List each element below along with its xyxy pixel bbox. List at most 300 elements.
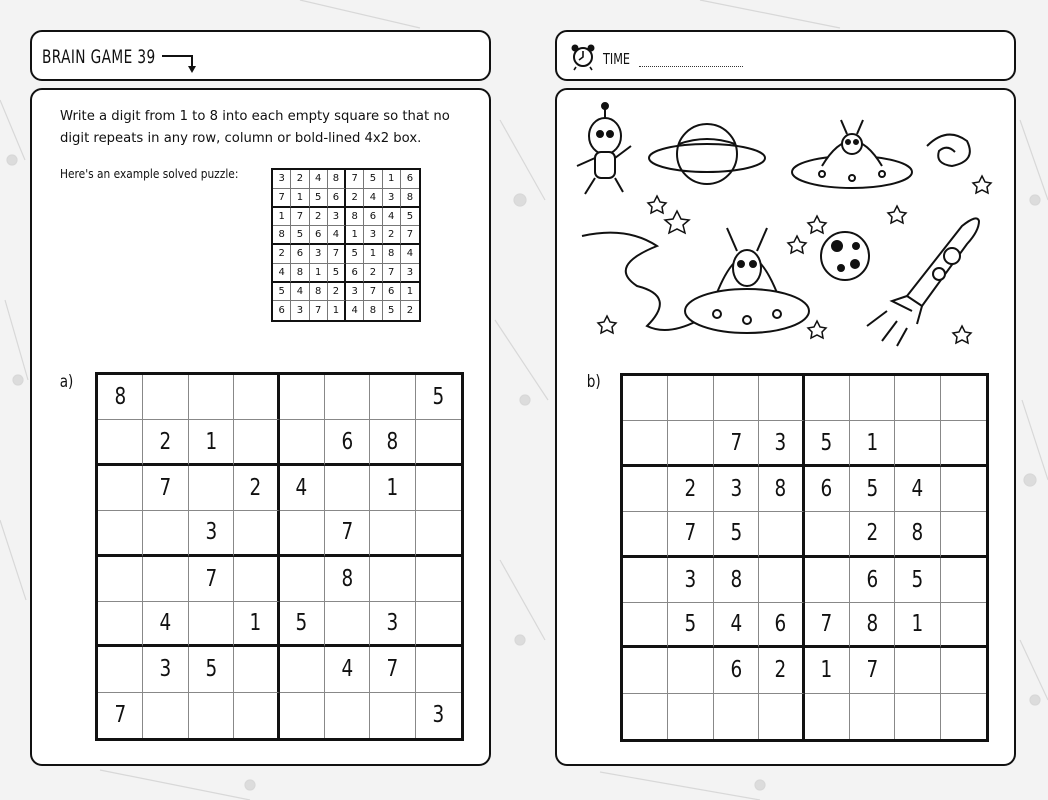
example-cell (383, 226, 401, 245)
puzzle-cell (895, 603, 940, 648)
puzzle-cell (850, 512, 895, 557)
puzzle-cell[interactable] (98, 602, 143, 647)
example-cell (401, 189, 419, 208)
cell-digit: 2 (774, 657, 787, 684)
example-cell (346, 226, 364, 245)
cell-digit: 6 (866, 566, 878, 593)
example-cell (310, 301, 328, 320)
cell-digit: 4 (278, 266, 285, 278)
puzzle-cell[interactable] (189, 693, 234, 738)
cell-digit: 7 (820, 611, 833, 638)
puzzle-cell[interactable] (623, 512, 668, 557)
cell-digit: 5 (866, 475, 878, 502)
example-cell (401, 170, 419, 189)
cell-digit: 1 (278, 210, 285, 222)
example-cell (328, 189, 346, 208)
puzzle-cell (714, 512, 759, 557)
game-title: BRAIN GAME 39 (42, 46, 156, 68)
puzzle-cell[interactable] (623, 603, 668, 648)
example-cell (401, 208, 419, 227)
cell-digit: 2 (249, 474, 262, 501)
puzzle-cell (234, 602, 279, 647)
puzzle-cell (189, 557, 234, 602)
cell-digit: 3 (351, 285, 358, 297)
puzzle-cell (759, 648, 804, 693)
example-cell (401, 283, 419, 302)
cell-digit: 1 (296, 191, 304, 203)
cell-digit: 1 (369, 248, 377, 260)
puzzle-cell[interactable] (714, 694, 759, 739)
puzzle-cell[interactable] (895, 421, 940, 466)
example-cell (291, 170, 309, 189)
puzzle-cell (370, 420, 415, 465)
example-cell (273, 170, 291, 189)
cell-digit: 5 (351, 248, 358, 260)
cell-digit: 2 (406, 305, 414, 317)
cell-digit: 5 (820, 429, 833, 456)
cell-digit: 7 (278, 191, 285, 203)
puzzle-cell (805, 421, 850, 466)
example-cell (328, 226, 346, 245)
example-cell (291, 189, 309, 208)
puzzle-cell (98, 375, 143, 420)
arrow-down-right-icon (160, 48, 200, 74)
example-cell (346, 170, 364, 189)
cell-digit: 1 (387, 173, 395, 185)
cell-digit: 2 (159, 428, 172, 455)
puzzle-cell (805, 648, 850, 693)
galaxy-spiral-icon (927, 135, 970, 166)
example-cell (364, 170, 382, 189)
cell-digit: 7 (314, 305, 322, 317)
cell-digit: 4 (387, 210, 395, 222)
cell-digit: 3 (278, 173, 285, 185)
puzzle-cell (668, 603, 713, 648)
cell-digit: 6 (730, 657, 742, 684)
example-cell (328, 283, 346, 302)
puzzle-cell[interactable] (234, 693, 279, 738)
puzzle-cell (416, 693, 461, 738)
cell-digit: 8 (911, 520, 924, 547)
example-cell (273, 264, 291, 283)
cell-digit: 1 (406, 285, 414, 297)
cell-digit: 1 (332, 305, 340, 317)
puzzle-cell[interactable] (416, 466, 461, 511)
puzzle-cell[interactable] (416, 420, 461, 465)
puzzle-cell (370, 466, 415, 511)
puzzle-cell[interactable] (941, 694, 986, 739)
puzzle-cell[interactable] (280, 511, 325, 556)
puzzle-cell[interactable] (325, 602, 370, 647)
puzzle-cell (143, 466, 188, 511)
cell-digit: 5 (730, 520, 742, 547)
puzzle-cell[interactable] (895, 694, 940, 739)
example-cell (328, 245, 346, 264)
puzzle-cell (325, 420, 370, 465)
instructions: Write a digit from 1 to 8 into each empty square so that no digit repeats in any row, column or bold-lined 4x2 box. (60, 109, 450, 146)
time-input-line[interactable] (639, 66, 743, 67)
cell-digit: 5 (684, 611, 697, 638)
example-cell (273, 301, 291, 320)
cell-digit: 4 (159, 610, 172, 637)
example-label: Here's an example solved puzzle: (60, 166, 239, 181)
puzzle-cell[interactable] (325, 466, 370, 511)
cell-digit: 3 (296, 305, 304, 317)
cell-digit: 8 (774, 475, 787, 502)
example-cell (273, 208, 291, 227)
puzzle-cell[interactable] (805, 694, 850, 739)
puzzle-cell[interactable] (805, 512, 850, 557)
puzzle-cell[interactable] (623, 648, 668, 693)
cell-digit: 2 (278, 248, 285, 260)
example-cell (346, 189, 364, 208)
puzzle-cell (668, 558, 713, 603)
cell-digit: 5 (205, 656, 217, 683)
puzzle-cell (850, 603, 895, 648)
puzzle-cell[interactable] (370, 557, 415, 602)
cell-digit: 5 (295, 610, 308, 637)
example-cell (328, 170, 346, 189)
puzzle-cell[interactable] (623, 694, 668, 739)
puzzle-cell (805, 603, 850, 648)
time-label: TIME (603, 50, 631, 68)
cell-digit: 2 (866, 520, 878, 547)
puzzle-cell (416, 375, 461, 420)
puzzle-cell (850, 648, 895, 693)
cell-digit: 7 (332, 248, 340, 260)
puzzle-cell (370, 602, 415, 647)
puzzle-cell[interactable] (325, 693, 370, 738)
puzzle-cell[interactable] (805, 558, 850, 603)
puzzle-cell[interactable] (370, 375, 415, 420)
cell-digit: 7 (387, 266, 395, 278)
cell-digit: 2 (351, 191, 358, 203)
puzzle-cell[interactable] (143, 693, 188, 738)
puzzle-cell[interactable] (941, 603, 986, 648)
puzzle-cell[interactable] (280, 420, 325, 465)
cell-digit: 7 (866, 657, 878, 684)
cell-digit: 3 (369, 229, 377, 241)
puzzle-cell[interactable] (143, 511, 188, 556)
cell-digit: 7 (730, 429, 742, 456)
puzzle-cell[interactable] (98, 420, 143, 465)
puzzle-cell[interactable] (280, 647, 325, 692)
astronaut-icon (577, 103, 631, 194)
puzzle-cell (850, 421, 895, 466)
puzzle-cell[interactable] (623, 467, 668, 512)
puzzle-cell[interactable] (280, 375, 325, 420)
cell-digit: 6 (820, 475, 833, 502)
cell-digit: 5 (332, 266, 340, 278)
puzzle-cell (895, 467, 940, 512)
example-cell (328, 301, 346, 320)
puzzle-cell[interactable] (668, 694, 713, 739)
puzzle-cell[interactable] (759, 512, 804, 557)
example-cell (291, 245, 309, 264)
puzzle-cell (370, 647, 415, 692)
cell-digit: 7 (114, 702, 127, 729)
puzzle-cell (143, 647, 188, 692)
cell-digit: 8 (314, 285, 322, 297)
example-cell (310, 226, 328, 245)
puzzle-b-label: b) (586, 372, 601, 392)
cell-digit: 8 (351, 210, 358, 222)
puzzle-cell[interactable] (143, 557, 188, 602)
example-cell (273, 189, 291, 208)
puzzle-cell (234, 466, 279, 511)
cell-digit: 1 (314, 266, 322, 278)
cell-digit: 8 (406, 191, 414, 203)
right-header (555, 30, 1016, 81)
example-cell (346, 283, 364, 302)
puzzle-cell (280, 602, 325, 647)
cell-digit: 4 (341, 656, 353, 683)
puzzle-cell (714, 467, 759, 512)
example-cell (346, 301, 364, 320)
puzzle-cell (759, 603, 804, 648)
cell-digit: 5 (369, 173, 377, 185)
cell-digit: 3 (332, 210, 340, 222)
puzzle-cell (714, 603, 759, 648)
left-panel (30, 88, 491, 766)
cell-digit: 6 (278, 305, 285, 317)
puzzle-cell[interactable] (370, 693, 415, 738)
left-header (30, 30, 491, 81)
puzzle-cell[interactable] (623, 376, 668, 421)
space-illustration (567, 96, 1007, 366)
alarm-clock-icon (569, 41, 599, 71)
example-cell (273, 245, 291, 264)
cell-digit: 5 (911, 566, 924, 593)
puzzle-cell[interactable] (895, 648, 940, 693)
puzzle-cell[interactable] (98, 466, 143, 511)
cell-digit: 3 (432, 702, 445, 729)
puzzle-cell (189, 647, 234, 692)
example-cell (401, 264, 419, 283)
puzzle-cell (895, 558, 940, 603)
example-cell (346, 208, 364, 227)
cell-digit: 4 (911, 475, 924, 502)
cell-digit: 6 (406, 173, 414, 185)
puzzle-cell (143, 602, 188, 647)
cell-digit: 4 (406, 248, 414, 260)
cell-digit: 4 (295, 474, 308, 501)
cell-digit: 8 (278, 229, 285, 241)
example-cell (346, 245, 364, 264)
puzzle-cell[interactable] (189, 602, 234, 647)
cell-digit: 4 (332, 229, 340, 241)
cell-digit: 1 (386, 474, 399, 501)
puzzle-cell[interactable] (668, 376, 713, 421)
puzzle-cell[interactable] (623, 421, 668, 466)
example-cell (310, 264, 328, 283)
example-cell (383, 208, 401, 227)
puzzle-cell (850, 467, 895, 512)
example-cell (291, 283, 309, 302)
puzzle-cell[interactable] (850, 376, 895, 421)
puzzle-cell[interactable] (895, 376, 940, 421)
puzzle-cell (850, 558, 895, 603)
example-cell (291, 264, 309, 283)
example-cell (273, 226, 291, 245)
cell-digit: 7 (159, 474, 172, 501)
puzzle-cell[interactable] (941, 512, 986, 557)
cell-digit: 4 (296, 285, 304, 297)
puzzle-cell[interactable] (941, 648, 986, 693)
example-cell (364, 208, 382, 227)
cell-digit: 7 (684, 520, 697, 547)
puzzle-cell[interactable] (280, 557, 325, 602)
puzzle-cell[interactable] (370, 511, 415, 556)
example-cell (328, 208, 346, 227)
puzzle-cell (143, 420, 188, 465)
cell-digit: 5 (296, 229, 304, 241)
example-cell (364, 189, 382, 208)
example-cell (383, 264, 401, 283)
cell-digit: 7 (351, 173, 358, 185)
cell-digit: 6 (369, 210, 377, 222)
example-cell (383, 245, 401, 264)
puzzle-cell[interactable] (759, 558, 804, 603)
puzzle-cell (714, 558, 759, 603)
puzzle-cell[interactable] (234, 375, 279, 420)
puzzle-cell[interactable] (98, 511, 143, 556)
puzzle-cell[interactable] (234, 511, 279, 556)
puzzle-cell[interactable] (941, 376, 986, 421)
example-cell (364, 264, 382, 283)
example-cell (383, 170, 401, 189)
puzzle-cell[interactable] (143, 375, 188, 420)
cell-digit: 2 (369, 266, 377, 278)
puzzle-cell[interactable] (234, 647, 279, 692)
cell-digit: 7 (386, 656, 399, 683)
puzzle-cell (280, 466, 325, 511)
cell-digit: 6 (314, 229, 322, 241)
cell-digit: 2 (314, 210, 322, 222)
cell-digit: 3 (386, 610, 399, 637)
cell-digit: 6 (351, 266, 358, 278)
cell-digit: 8 (387, 248, 395, 260)
cell-digit: 4 (314, 173, 322, 185)
puzzle-cell[interactable] (623, 558, 668, 603)
example-cell (310, 189, 328, 208)
puzzle-cell[interactable] (759, 376, 804, 421)
puzzle-cell (668, 512, 713, 557)
cell-digit: 3 (684, 566, 697, 593)
cell-digit: 3 (406, 266, 414, 278)
example-cell (364, 226, 382, 245)
cell-digit: 8 (341, 565, 353, 592)
puzzle-cell[interactable] (416, 647, 461, 692)
puzzle-cell[interactable] (98, 557, 143, 602)
planet-saturn-icon (649, 124, 765, 184)
cell-digit: 7 (341, 519, 353, 546)
cell-digit: 8 (332, 173, 340, 185)
cell-digit: 8 (369, 305, 377, 317)
puzzle-cell (895, 512, 940, 557)
puzzle-cell (325, 647, 370, 692)
cell-digit: 3 (159, 656, 172, 683)
cell-digit: 8 (730, 566, 742, 593)
cell-digit: 6 (341, 428, 353, 455)
puzzle-cell[interactable] (850, 694, 895, 739)
puzzle-cell (98, 693, 143, 738)
cell-digit: 5 (432, 384, 445, 411)
puzzle-cell[interactable] (941, 558, 986, 603)
puzzle-cell[interactable] (416, 557, 461, 602)
puzzle-cell (325, 511, 370, 556)
puzzle-a-grid (95, 372, 464, 741)
example-cell (346, 264, 364, 283)
cell-digit: 1 (866, 429, 878, 456)
puzzle-cell[interactable] (280, 693, 325, 738)
puzzle-cell (714, 648, 759, 693)
example-cell (401, 301, 419, 320)
example-cell (401, 245, 419, 264)
puzzle-cell[interactable] (941, 467, 986, 512)
example-cell (310, 283, 328, 302)
cell-digit: 1 (351, 229, 358, 241)
example-cell (310, 208, 328, 227)
ufo-alien-large-icon (685, 228, 809, 333)
puzzle-cell[interactable] (416, 511, 461, 556)
cell-digit: 4 (730, 611, 742, 638)
puzzle-cell[interactable] (189, 466, 234, 511)
puzzle-cell (805, 467, 850, 512)
puzzle-cell[interactable] (189, 375, 234, 420)
cell-digit: 5 (278, 285, 285, 297)
example-cell (364, 301, 382, 320)
puzzle-cell[interactable] (668, 421, 713, 466)
example-solved-grid (271, 168, 421, 322)
example-cell (364, 245, 382, 264)
puzzle-cell[interactable] (759, 694, 804, 739)
cell-digit: 3 (730, 475, 742, 502)
cell-digit: 6 (332, 191, 340, 203)
cell-digit: 2 (296, 173, 304, 185)
puzzle-a-label: a) (59, 372, 74, 392)
cell-digit: 5 (387, 305, 395, 317)
right-panel (555, 88, 1016, 766)
cell-digit: 8 (114, 384, 127, 411)
cell-digit: 3 (774, 429, 787, 456)
cell-digit: 8 (296, 266, 304, 278)
cell-digit: 3 (205, 519, 217, 546)
cell-digit: 7 (205, 565, 217, 592)
puzzle-cell[interactable] (234, 557, 279, 602)
moon-asteroid-icon (821, 232, 869, 280)
example-cell (401, 226, 419, 245)
puzzle-cell[interactable] (941, 421, 986, 466)
puzzle-cell[interactable] (805, 376, 850, 421)
cell-digit: 3 (314, 248, 322, 260)
puzzle-cell[interactable] (325, 375, 370, 420)
puzzle-cell[interactable] (668, 648, 713, 693)
puzzle-cell (759, 467, 804, 512)
puzzle-cell (668, 467, 713, 512)
cell-digit: 8 (866, 611, 878, 638)
puzzle-cell[interactable] (416, 602, 461, 647)
puzzle-cell (325, 557, 370, 602)
puzzle-cell (714, 421, 759, 466)
puzzle-cell[interactable] (98, 647, 143, 692)
puzzle-cell[interactable] (714, 376, 759, 421)
cell-digit: 5 (406, 210, 414, 222)
cell-digit: 1 (205, 428, 217, 455)
cell-digit: 2 (332, 285, 340, 297)
cell-digit: 4 (351, 305, 358, 317)
puzzle-cell[interactable] (234, 420, 279, 465)
